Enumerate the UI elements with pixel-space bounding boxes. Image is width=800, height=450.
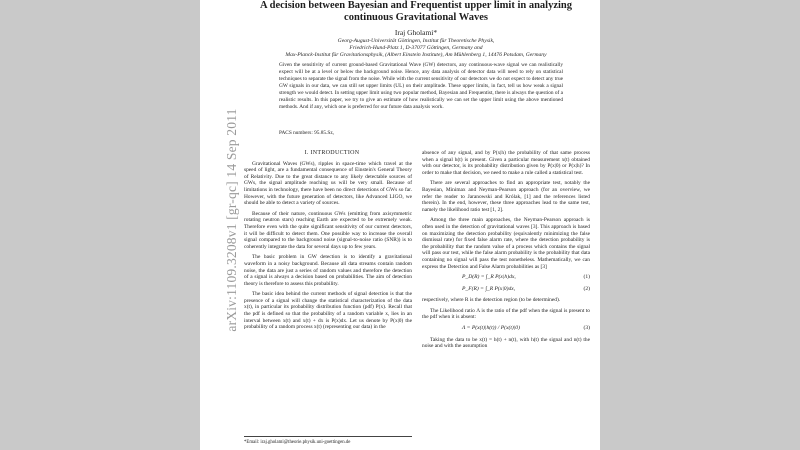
equation-lhs: P_D(R) = <box>462 274 485 281</box>
paragraph: The Likelihood ratio Λ is the ratio of the pdf when the signal is present to the pdf when it is absent: <box>422 307 590 321</box>
footnote: *Email: iraj.gholami@theorie.physik.uni-goettingen.de <box>244 436 412 445</box>
equation-number: (3) <box>583 325 590 332</box>
equation-number: (1) <box>583 274 590 281</box>
affiliation-line: Georg-August-Universität Göttingen, Institut für Theoretische Physik, <box>337 38 495 44</box>
equation-3 <box>422 325 590 332</box>
arxiv-identifier: arXiv:1109.3208v1 [gr-qc] 14 Sep 2011 <box>224 108 239 332</box>
equation-rhs: ∫_R P(x|0)dx, <box>485 285 516 292</box>
left-column <box>244 150 412 335</box>
affiliation-line: Max-Planck-Institut für Gravitationsphysik, (Albert Einstein Institute), Am Mühlenberg 1, 14476 Potsdam, Germany <box>285 52 547 58</box>
equation-number: (2) <box>583 285 590 292</box>
affiliations <box>246 38 586 59</box>
equation-rhs: P(x(t)|h(t)) / P(x(t)|0) <box>471 325 520 332</box>
paragraph: The basic problem in GW detection is to identify a gravitational waveform in a noisy background. Because all data streams contain random noise, the data are just a series of random values and therefore the detection of a signal is always a decision based on probabilities. The aim of detection theory is therefore to assess this probability. <box>244 254 412 287</box>
section-heading: I. INTRODUCTION <box>304 150 360 156</box>
paragraph: The basic idea behind the current methods of signal detection is that the presence of a signal will change the statistical characterization of the data x(t), in particular its probability distribution function (pdf) P(x). Recall that the pdf is defined so that the probability of a random variable x, lies in an interval between x(t) and x(t) + dx is P(x)dx. Let us denote by P(x|0) the probability of a random process x(t) (representing our data) in the <box>244 291 412 331</box>
equation-rhs: ∫_R P(x|h)dx, <box>485 274 516 281</box>
paragraph: Gravitational Waves (GWs), ripples in space-time which travel at the speed of light, are a fundamental consequence of Einstein's General Theory of Relativity. Due to the great distance to any likely detectable sources of GWs, the signal amplitude reaching us will be very small. Because of limitations in technology, there have been no direct detections of GWs so far. However, with the future generation of detectors, like Advanced LIGO, we should be able to detect a variety of sources. <box>244 160 412 207</box>
equation-1 <box>422 274 590 281</box>
paragraph: Taking the data to be x(t) = h(t) + n(t), with h(t) the signal and n(t) the noise and with the assumption <box>422 336 590 350</box>
author: Iraj Gholami* <box>394 28 438 37</box>
affiliation-line: Friedrich-Hund-Platz 1, D-37077 Göttingen, Germany and <box>349 45 483 51</box>
paragraph: respectively, where R is the detection region (to be determined). <box>422 297 561 304</box>
right-column <box>422 150 590 354</box>
equation-lhs: Λ = <box>462 325 471 332</box>
arxiv-identifier-margin <box>222 0 242 450</box>
paper-title: A decision between Bayesian and Frequentist upper limit in analyzing continuous Gravitational Waves <box>259 0 573 23</box>
equation-2 <box>422 286 590 293</box>
abstract: Given the sensitivity of current ground-based Gravitational Wave (GW) detectors, any continuous-wave signal we can realistically expect will be at a level or below the background noise. Hence, any data analysis of detector data will need to rely on statistical techniques to separate the signal from the noise. While with the current sensitivity of our detectors we do not expect to detect any true GW signals in our data, we can still set upper limits (UL) on their amplitude. These upper limits, in fact, tell us how weak a signal strength we would detect. In setting upper limit using two popular method, Bayesian and Frequentist, there is always the question of a realistic results. In this paper, we try to give an estimate of how realistically we can set the upper limit using the above mentioned methods. And if any, which one is preferred for our future data analysis work. <box>279 62 563 110</box>
equation-lhs: P_F(R) = <box>462 285 484 292</box>
paragraph: Because of their nature, continuous GWs (emitting from axisymmetric rotating neutron stars) reaching Earth are expected to be extremely weak. Therefore even with the quite significant sensitivity of our current detectors, it will be difficult to detect them. One possible way to increase the overall signal compared to the background noise (signal-to-noise ratio (SNR)) is to coherently integrate the data for several days up to few years. <box>244 210 412 250</box>
paragraph: There are several approaches to find an appropriate test, notably the Bayesian, Minimax and Neyman-Pearson approach (for an overview, we refer the reader to Jaranowski and Królak, [1] and the references listed therein). In the end, however, these three approaches lead to the same test, namely the likelihood ratio test [1, 2]. <box>422 180 590 213</box>
paragraph: Among the three main approaches, the Neyman-Pearson approach is often used in the detection of gravitational waves [3]. This approach is based on maximizing the detection probability (equivalently minimizing the false dismissal rate) for fixed false alarm rate, where the detection probability is the probability that the random value of a process which contains the signal will pass our test, while the false alarm probability is the probability that data containing no signal will pass the test nonetheless. Mathematically, we can express the Detection and False Alarm probabilities as [3] <box>422 217 590 270</box>
pacs-numbers: PACS numbers: 95.85.Sz, <box>279 130 334 136</box>
paragraph: absence of any signal, and by P(x|h) the probability of that same process when a signal h(t) is present. Given a particular measurement x(t) obtained with our detector, is its probability distribution given by P(x|0) or P(x|h)? In order to make that decision, we need to make a rule called a statistical test. <box>422 150 590 176</box>
